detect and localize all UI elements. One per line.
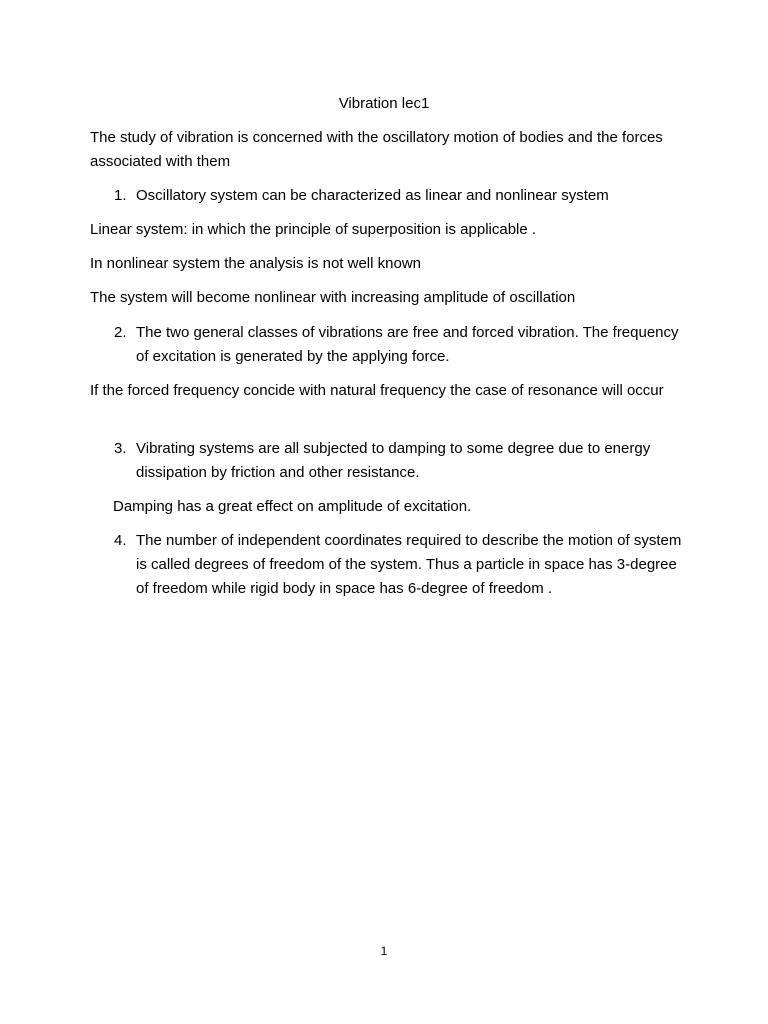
linear-system-paragraph: Linear system: in which the principle of superposition is applicable . — [90, 221, 537, 238]
amplitude-paragraph: The system will become nonlinear with increasing amplitude of oscillation — [90, 289, 576, 306]
document-title: Vibration lec1 — [338, 95, 430, 112]
list-item-3 — [90, 437, 690, 485]
list-item-number: 2. — [114, 324, 127, 341]
nonlinear-system-paragraph: In nonlinear system the analysis is not well known — [90, 255, 421, 272]
list-item-text: Vibrating systems are all subjected to damping to some degree due to energy dissipation by friction and other resistance. — [136, 440, 651, 481]
list-item-number: 4. — [114, 532, 127, 549]
list-item-1 — [90, 184, 690, 208]
intro-paragraph: The study of vibration is concerned with the oscillatory motion of bodies and the forces associated with them — [90, 129, 663, 170]
list-item-4 — [90, 529, 690, 601]
list-item-2 — [90, 321, 690, 369]
damping-paragraph: Damping has a great effect on amplitude of excitation. — [113, 498, 472, 515]
page-number: 1 — [380, 944, 388, 958]
list-item-text: Oscillatory system can be characterized as linear and nonlinear system — [136, 187, 609, 204]
list-item-text: The number of independent coordinates required to describe the motion of system is called degrees of freedom of the system. Thus a particle in space has 3-degree of freedom while rigid body in space has 6-degree of freedom . — [136, 532, 682, 597]
list-item-number: 3. — [114, 440, 127, 457]
resonance-paragraph: If the forced frequency concide with natural frequency the case of resonance will occur — [90, 382, 664, 399]
list-item-text: The two general classes of vibrations are free and forced vibration. The frequency of excitation is generated by the applying force. — [136, 324, 679, 365]
list-item-number: 1. — [114, 187, 127, 204]
